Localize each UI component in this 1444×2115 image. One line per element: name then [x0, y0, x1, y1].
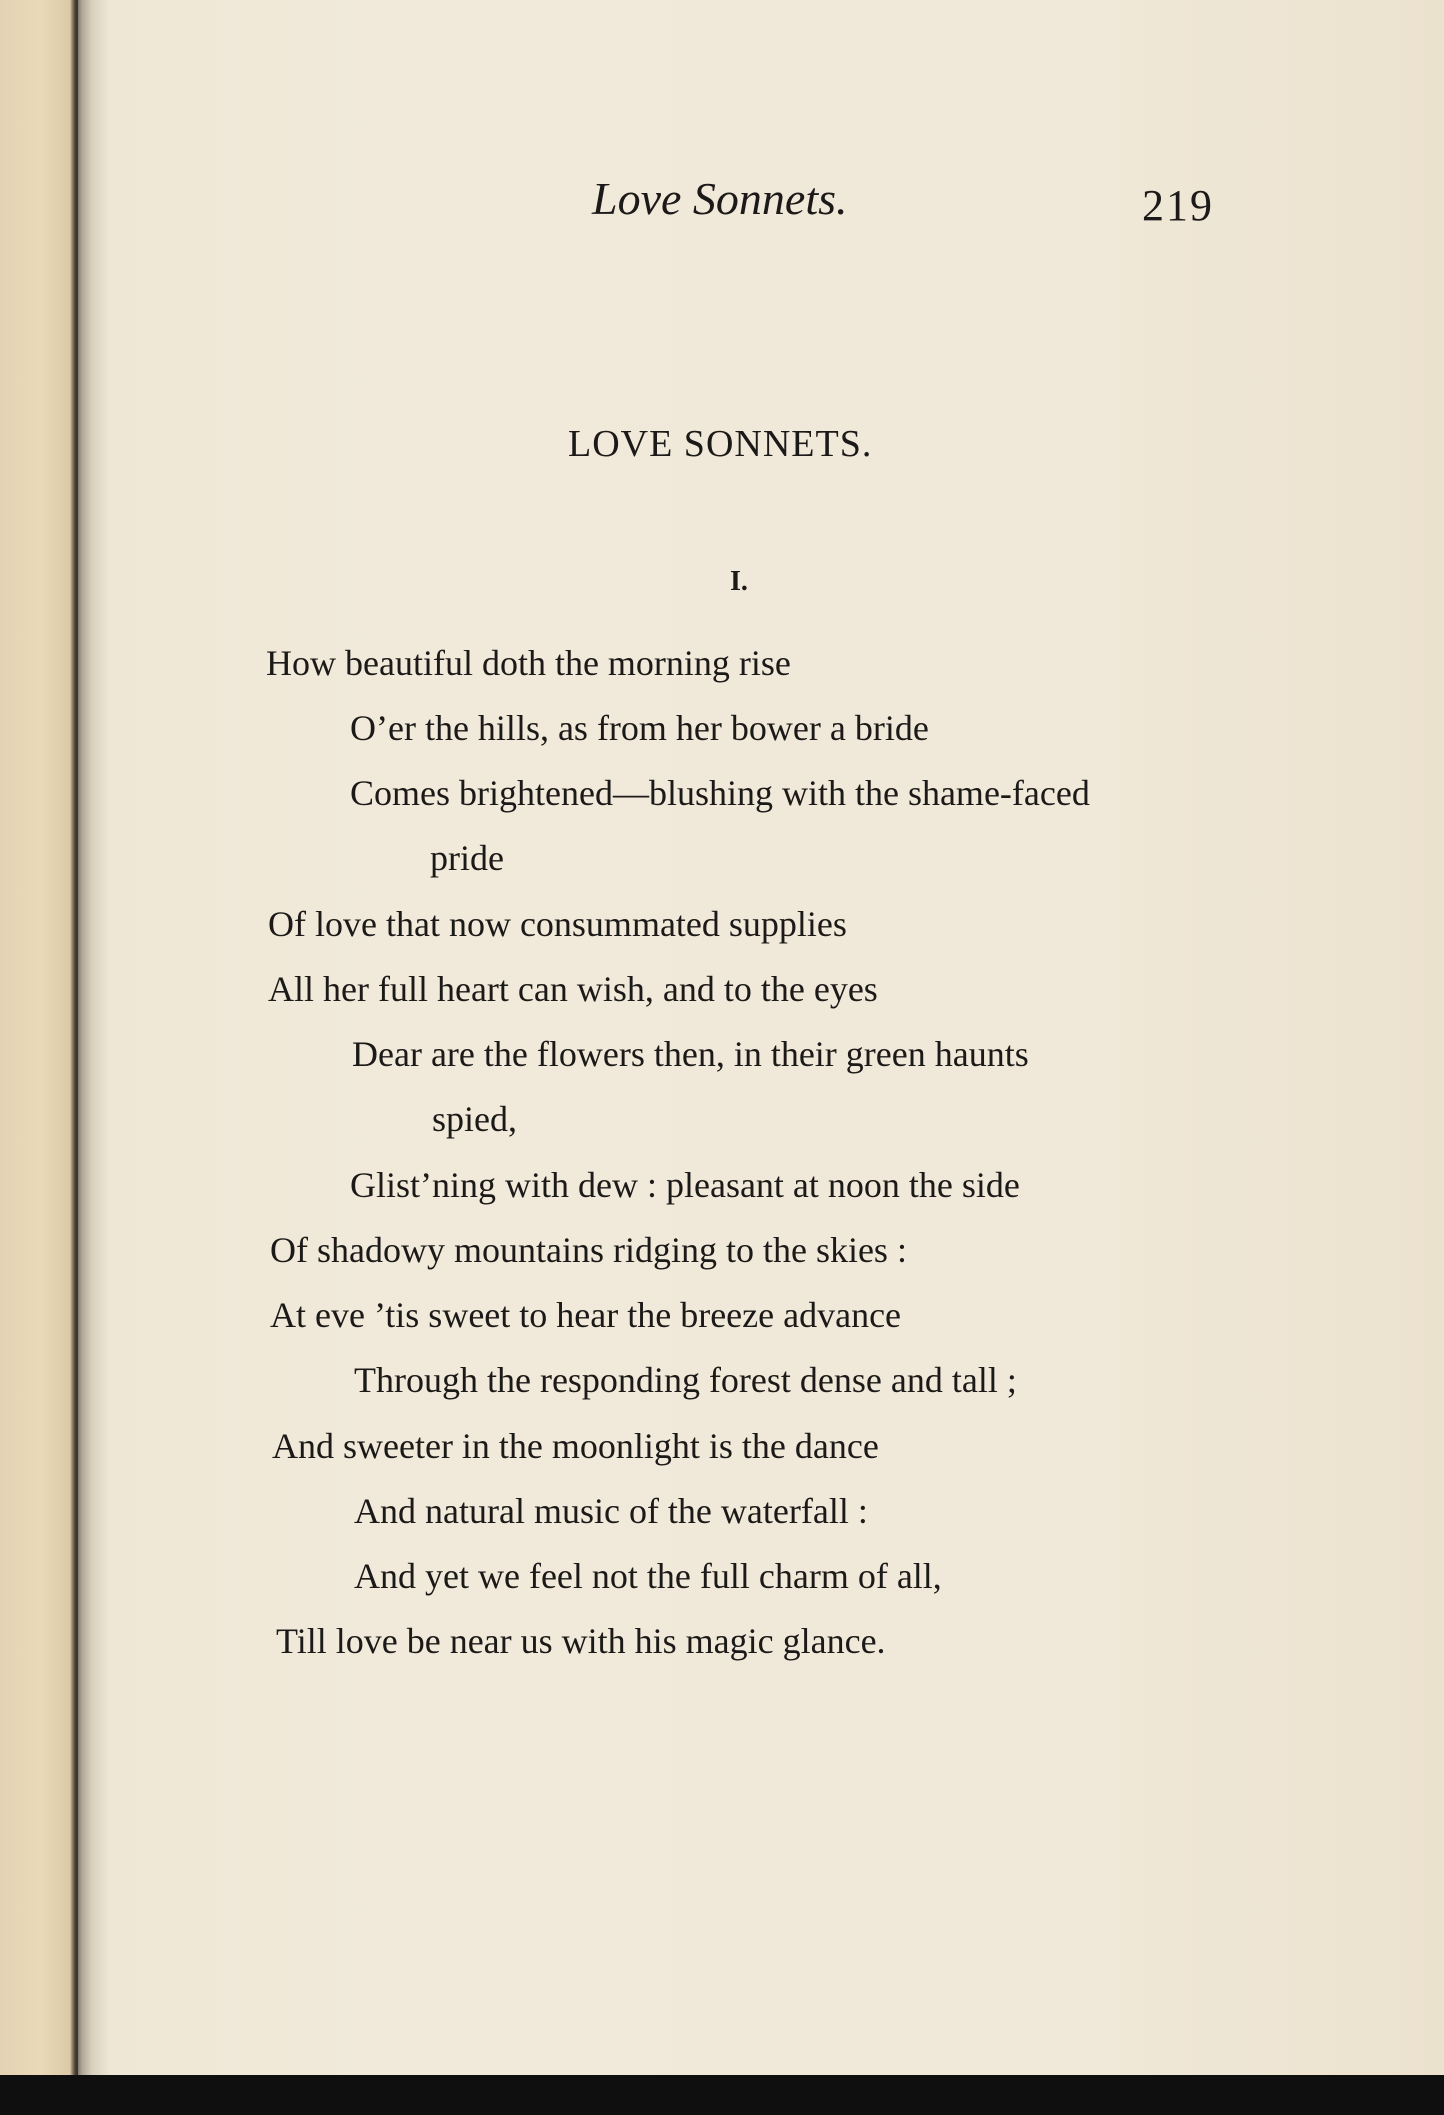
- poem-line: Of love that now consummated supplies: [268, 904, 847, 944]
- poem-line: At eve ’tis sweet to hear the breeze advance: [270, 1295, 902, 1335]
- poem-line: Comes brightened—blushing with the shame-faced: [350, 773, 1090, 813]
- poem-line: O’er the hills, as from her bower a bride: [350, 708, 929, 748]
- page-edge: [0, 0, 78, 2075]
- running-title: Love Sonnets.: [592, 173, 848, 224]
- poem-line: How beautiful doth the morning rise: [266, 643, 791, 683]
- poem-line: All her full heart can wish, and to the eyes: [268, 969, 878, 1009]
- poem-line: pride: [430, 838, 504, 878]
- sonnet-numeral: I.: [730, 566, 748, 597]
- poem-line: Glist’ning with dew : pleasant at noon the side: [350, 1165, 1020, 1205]
- book-spine-shadow: [70, 0, 110, 2075]
- poem-line: Till love be near us with his magic glance.: [276, 1621, 886, 1661]
- poem-line: Of shadowy mountains ridging to the skies :: [270, 1230, 907, 1270]
- scan-border: [0, 2075, 1444, 2115]
- poem-line: spied,: [432, 1099, 517, 1139]
- poem-line: And sweeter in the moonlight is the dance: [272, 1426, 879, 1466]
- poem-line: Through the responding forest dense and tall ;: [354, 1360, 1017, 1400]
- poem-heading: LOVE SONNETS.: [568, 423, 873, 465]
- poem-line: And natural music of the waterfall :: [354, 1491, 868, 1531]
- poem-line: Dear are the flowers then, in their green haunts: [352, 1034, 1029, 1074]
- page-number: 219: [1142, 181, 1214, 230]
- poem-line: And yet we feel not the full charm of all,: [354, 1556, 942, 1596]
